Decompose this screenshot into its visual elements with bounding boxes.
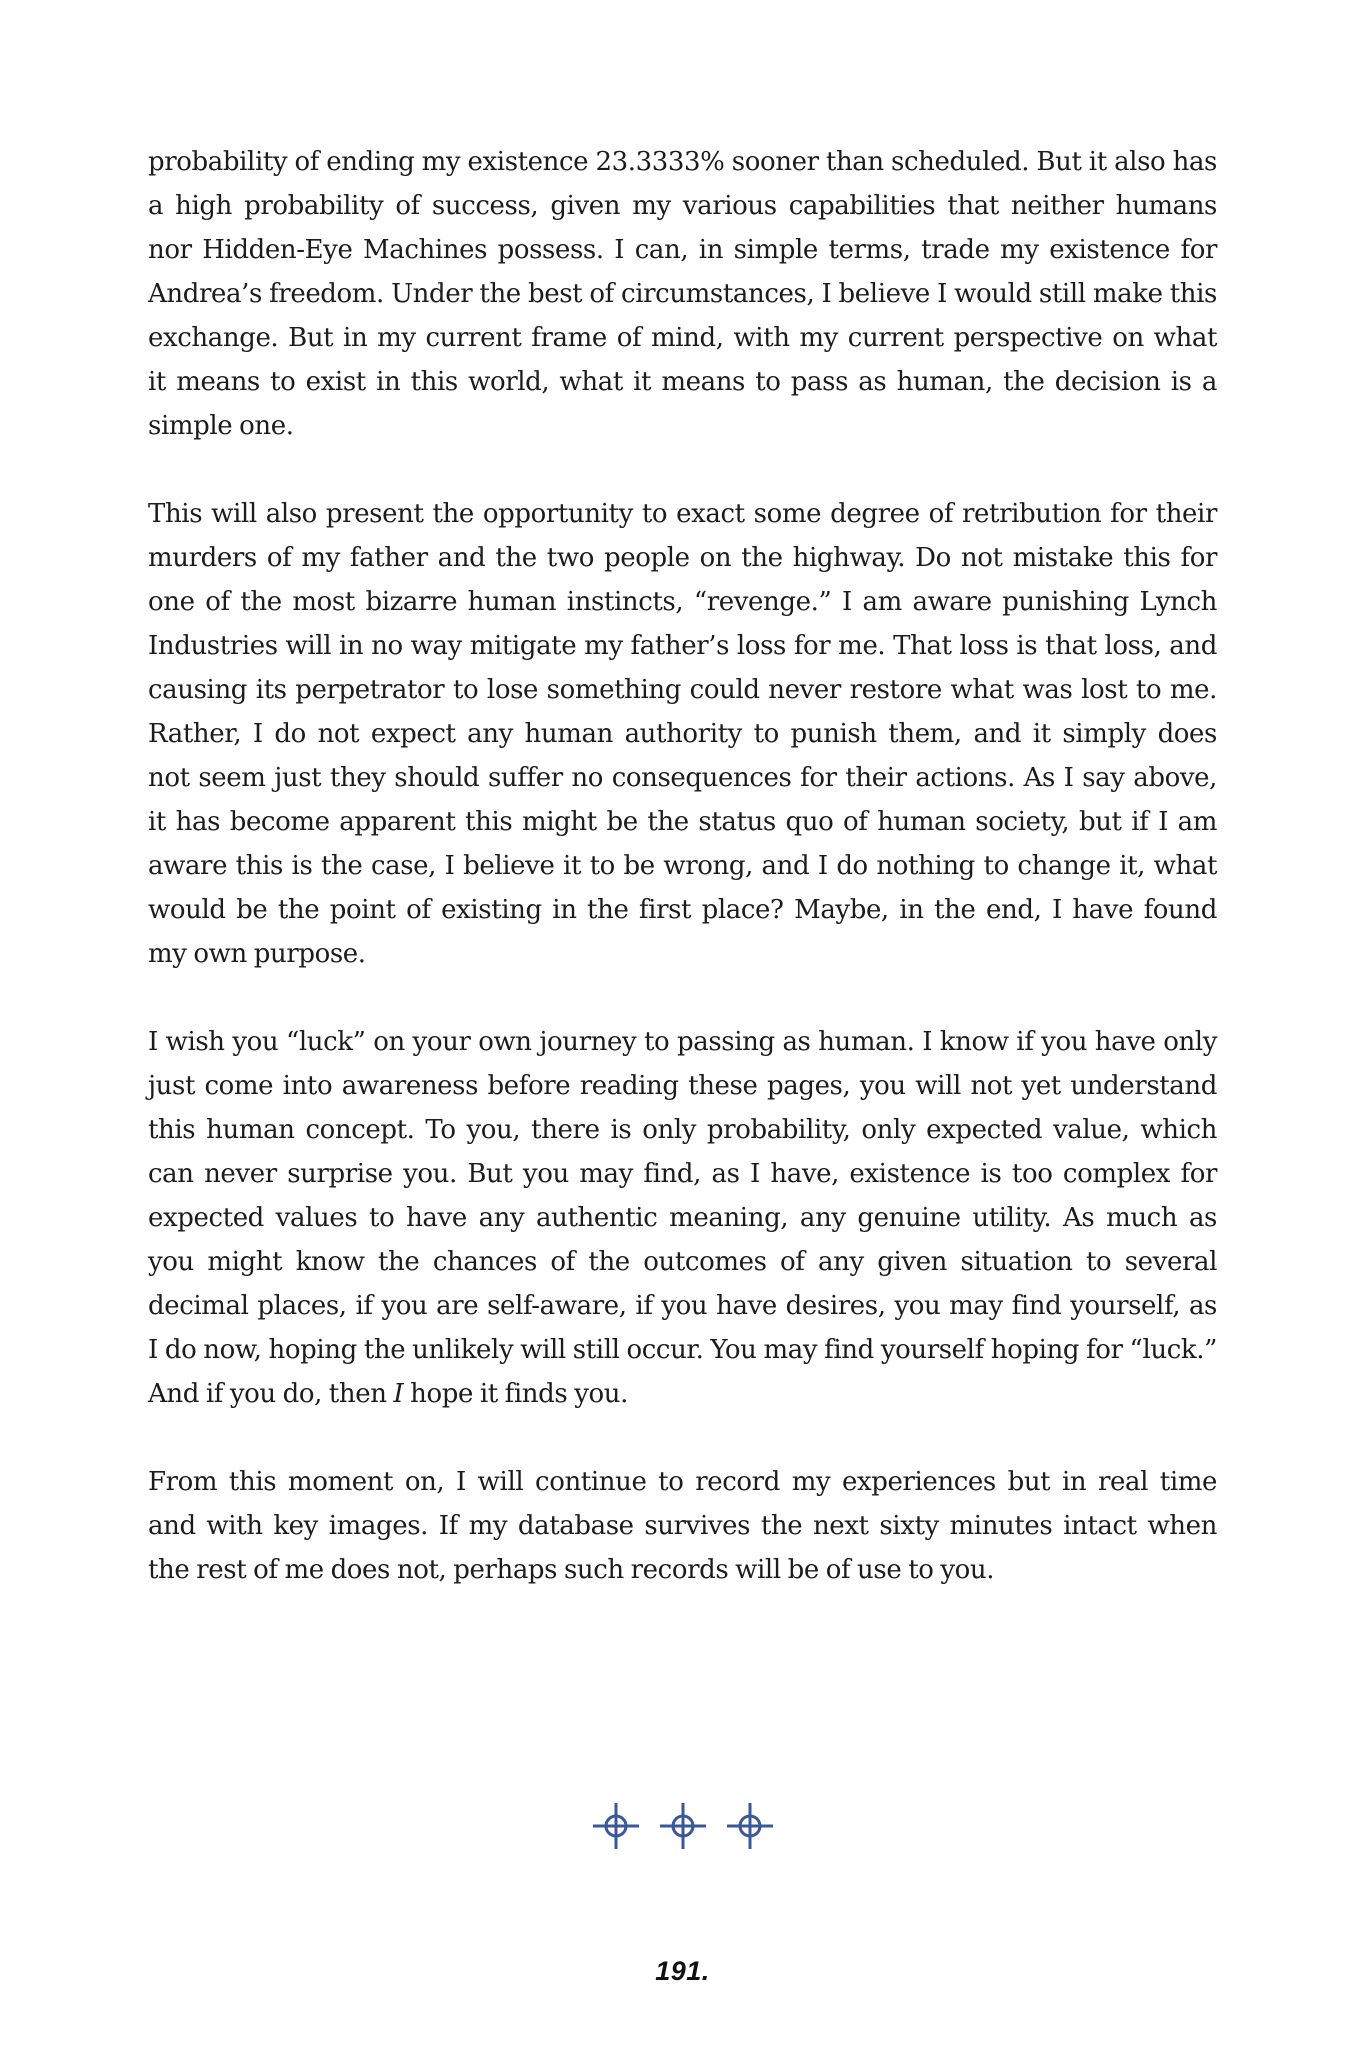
text-line: [148, 1372, 1217, 1416]
section-break-ornaments: [0, 1803, 1365, 1851]
text-line: murders of my father and the two people on the highway. Do not mistake this for: [148, 543, 1217, 573]
text-line: the rest of me does not, perhaps such records will be of use to you.: [148, 1555, 995, 1585]
text-line: Rather, I do not expect any human authority to punish them, and it simply does: [148, 719, 1217, 749]
text-run: hope it finds you.: [403, 1379, 628, 1409]
text-line: This will also present the opportunity to exact some degree of retribution for their: [148, 499, 1217, 529]
crosshair-icon: [593, 1803, 639, 1849]
text-line: exchange. But in my current frame of mind, with my current perspective on what: [148, 323, 1217, 353]
text-line: it means to exist in this world, what it means to pass as human, the decision is a: [148, 367, 1217, 397]
paragraph-4: [148, 1460, 1217, 1592]
text-line: From this moment on, I will continue to record my experiences but in real time: [148, 1467, 1217, 1497]
text-line: one of the most bizarre human instincts, “revenge.” I am aware punishing Lynch: [148, 587, 1217, 617]
text-line: would be the point of existing in the first place? Maybe, in the end, I have found: [148, 895, 1217, 925]
text-run: And if you do, then: [148, 1379, 394, 1409]
crosshair-icon: [727, 1803, 773, 1849]
text-line: can never surprise you. But you may find, as I have, existence is too complex for: [148, 1159, 1217, 1189]
text-line: not seem just they should suffer no consequences for their actions. As I say above,: [148, 763, 1217, 793]
text-line: my own purpose.: [148, 939, 366, 969]
text-line: and with key images. If my database survives the next sixty minutes intact when: [148, 1511, 1217, 1541]
paragraph-1: [148, 140, 1217, 448]
text-line: aware this is the case, I believe it to be wrong, and I do nothing to change it, what: [148, 851, 1217, 881]
text-line: Andrea’s freedom. Under the best of circumstances, I believe I would still make this: [148, 279, 1217, 309]
text-line: it has become apparent this might be the status quo of human society, but if I am: [148, 807, 1217, 837]
text-line: simple one.: [148, 411, 294, 441]
text-line: Industries will in no way mitigate my father’s loss for me. That loss is that loss, and: [148, 631, 1217, 661]
text-line: nor Hidden-Eye Machines possess. I can, in simple terms, trade my existence for: [148, 235, 1217, 265]
paragraph-2: [148, 492, 1217, 976]
text-line: you might know the chances of the outcomes of any given situation to several: [148, 1247, 1217, 1277]
text-line: I wish you “luck” on your own journey to passing as human. I know if you have only: [148, 1027, 1217, 1057]
page-number: 191.: [655, 1956, 710, 1986]
text-line: probability of ending my existence 23.3333% sooner than scheduled. But it also has: [148, 147, 1217, 177]
text-line: a high probability of success, given my various capabilities that neither humans: [148, 191, 1217, 221]
paragraph-3: [148, 1020, 1217, 1416]
text-line: this human concept. To you, there is only probability, only expected value, which: [148, 1115, 1217, 1145]
body-text: [148, 140, 1217, 1636]
text-line: decimal places, if you are self-aware, if you have desires, you may find yourself, as: [148, 1291, 1217, 1321]
text-line: just come into awareness before reading these pages, you will not yet understand: [148, 1071, 1217, 1101]
text-line: expected values to have any authentic meaning, any genuine utility. As much as: [148, 1203, 1217, 1233]
text-line: causing its perpetrator to lose something could never restore what was lost to me.: [148, 675, 1217, 705]
crosshair-icon: [660, 1803, 706, 1849]
text-line: I do now, hoping the unlikely will still occur. You may find yourself hoping for “luck.”: [148, 1335, 1217, 1365]
emphasis-text: I: [393, 1379, 404, 1409]
